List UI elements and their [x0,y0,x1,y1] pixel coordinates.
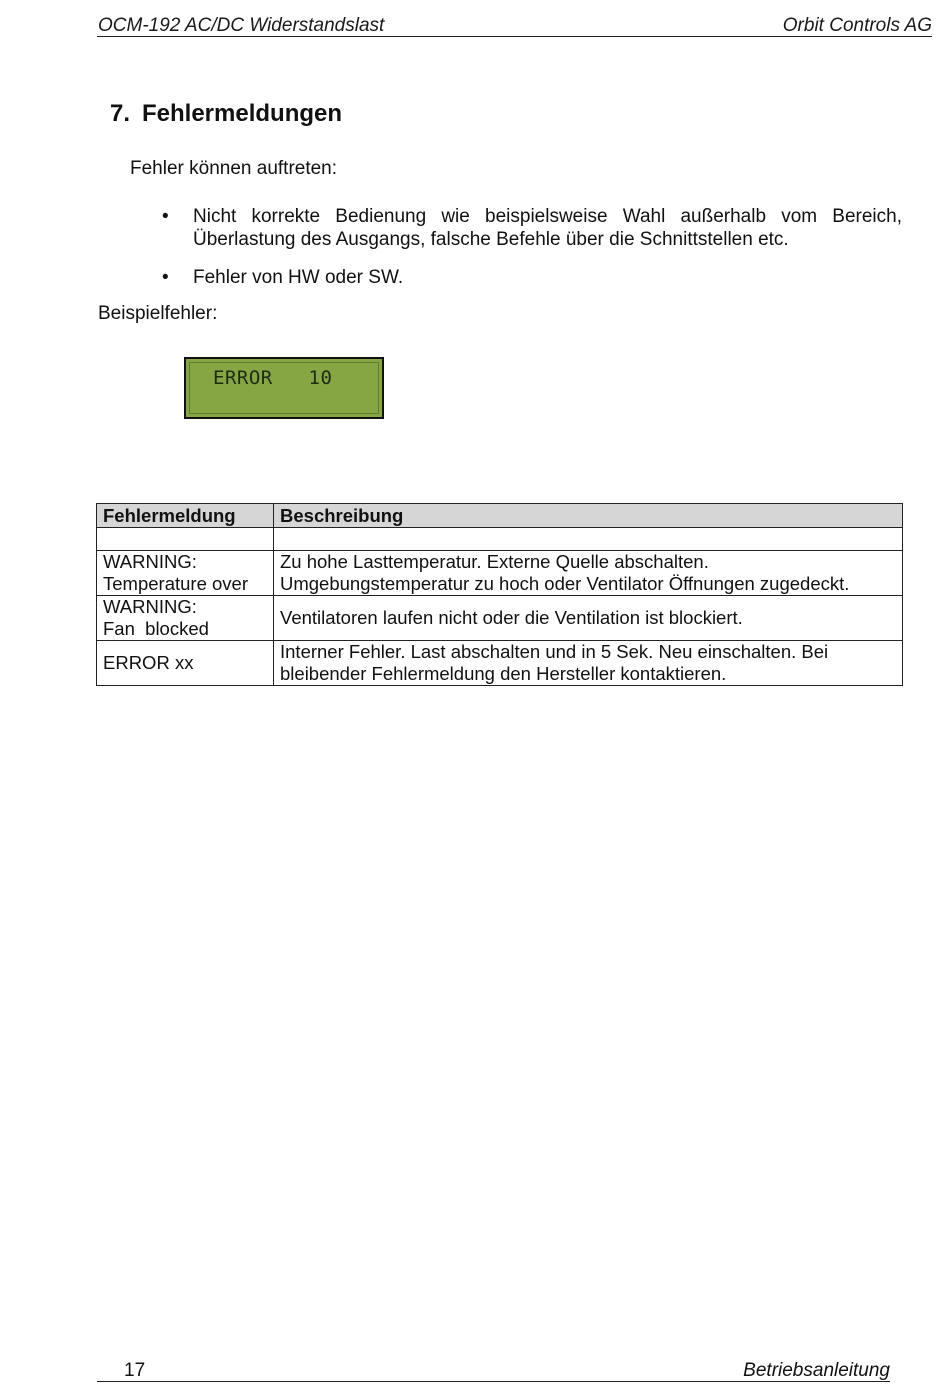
column-header-description: Beschreibung [274,504,903,528]
error-message-line: ERROR xx [103,652,194,673]
example-label: Beispielfehler: [98,303,218,324]
table-header-row [97,504,903,528]
section-title: Fehlermeldungen [142,100,343,127]
header-company: Orbit Controls AG [782,15,932,36]
error-message-line: WARNING: [103,596,197,617]
table-cell [274,528,903,551]
table-row [97,551,903,596]
error-message-cell [97,596,274,641]
error-description-cell [274,641,903,686]
error-description-cell [274,551,903,596]
error-description-line: Interner Fehler. Last abschalten und in 5 Sek. Neu einschalten. Bei [280,641,829,662]
table-row-empty [97,528,903,551]
error-message-line: Fan blocked [103,618,209,639]
error-description-line: Umgebungstemperatur zu hoch oder Ventilator Öffnungen zugedeckt. [280,573,850,594]
error-description-line: Zu hohe Lasttemperatur. Externe Quelle abschalten. [280,551,709,572]
footer-document-type: Betriebsanleitung [743,1360,890,1381]
bullet-dot-icon: • [162,267,169,288]
error-message-cell [97,641,274,686]
error-description-cell [274,596,903,641]
error-message-line: Temperature over [103,573,248,594]
intro-text: Fehler können auftreten: [130,158,338,179]
section-heading [110,100,342,128]
error-message-line: WARNING: [103,551,197,572]
bullet-list [160,205,902,304]
bullet-item [160,266,902,289]
lcd-text: ERROR 10 [213,367,333,389]
bullet-item [160,205,902,251]
header-divider [97,36,932,37]
table-row [97,596,903,641]
section-number: 7. [110,100,131,127]
page-number: 17 [124,1360,146,1381]
footer-divider [97,1381,890,1382]
bullet-dot-icon: • [162,206,169,227]
error-table [96,503,903,686]
column-header-message: Fehlermeldung [97,504,274,528]
table-row [97,641,903,686]
error-description-line: Ventilatoren laufen nicht oder die Ventilation ist blockiert. [280,607,743,628]
bullet-text: Nicht korrekte Bedienung wie beispielsweise Wahl außerhalb vom Bereich, Überlastung des Ausgangs, falsche Befehle über die Schnittstellen etc. [193,206,902,250]
header-document-title: OCM-192 AC/DC Widerstandslast [98,15,385,36]
error-message-cell [97,551,274,596]
bullet-text: Fehler von HW oder SW. [193,267,404,288]
error-description-line: bleibender Fehlermeldung den Hersteller kontaktieren. [280,663,727,684]
lcd-display [184,357,384,419]
table-cell [97,528,274,551]
